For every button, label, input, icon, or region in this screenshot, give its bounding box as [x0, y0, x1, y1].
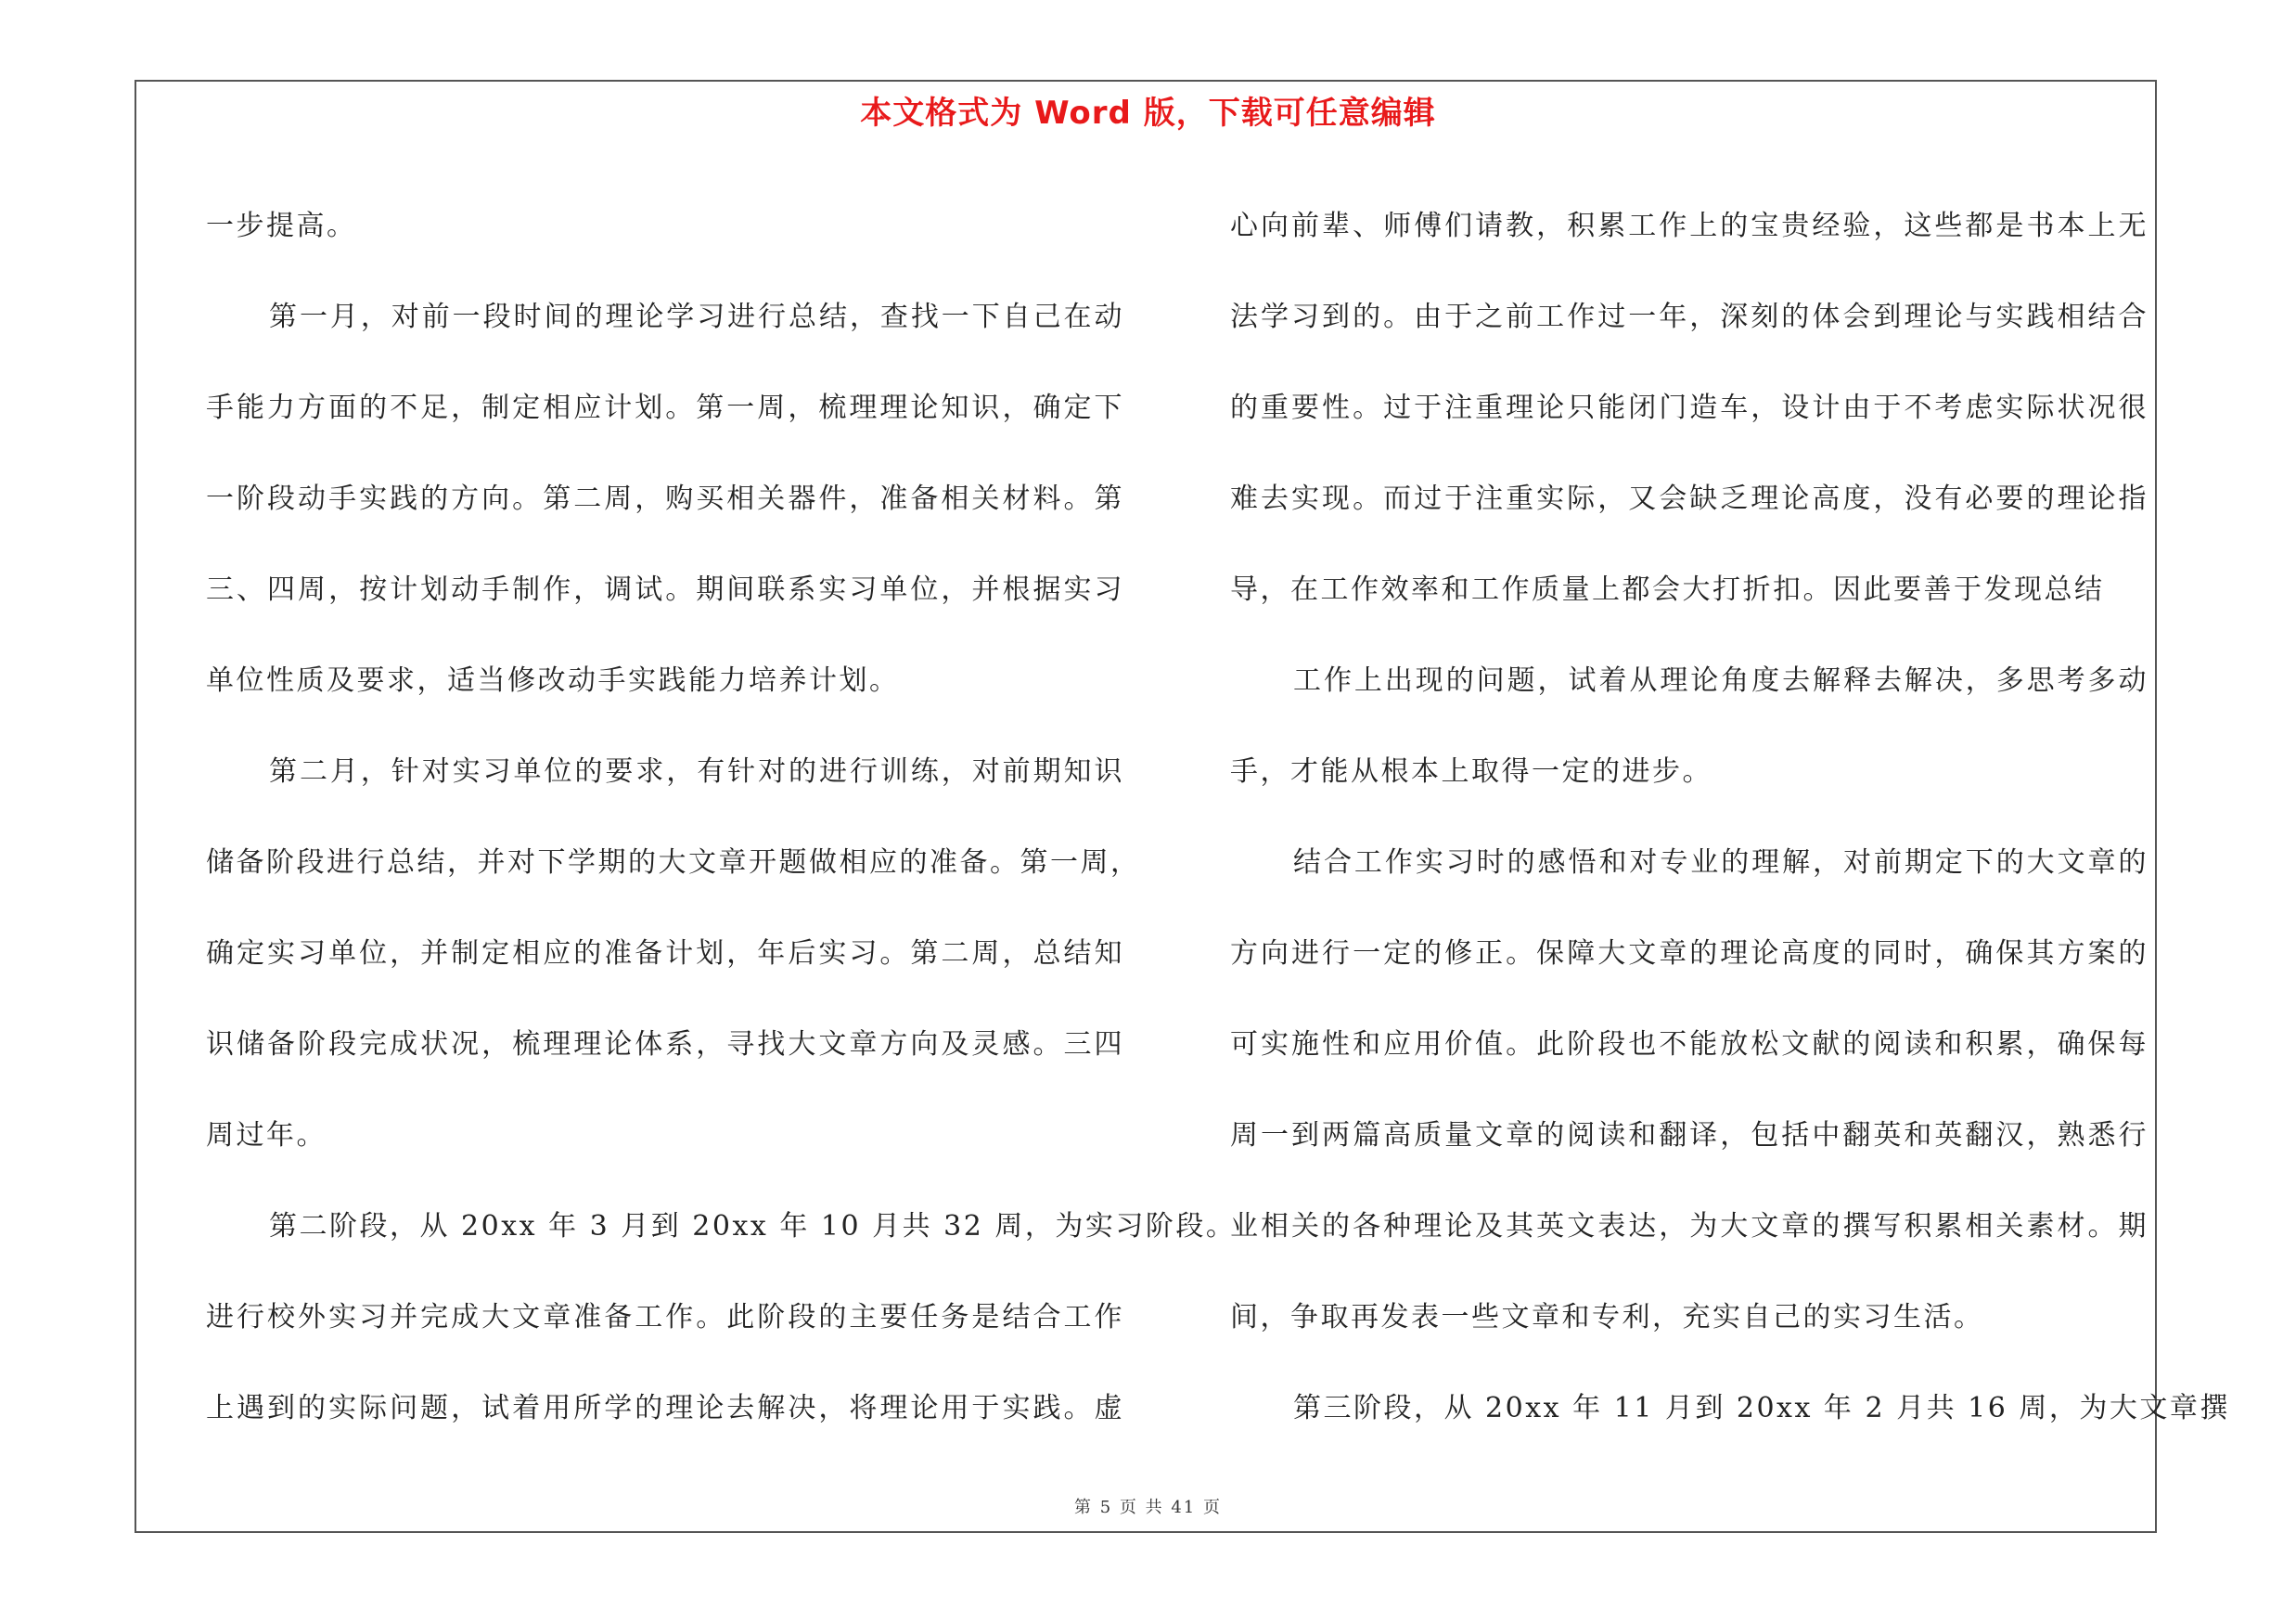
text-line: 三、四周，按计划动手制作，调试。期间联系实习单位，并根据实习 [206, 573, 1124, 606]
text-line: 手，才能从根本上取得一定的进步。 [1230, 755, 1712, 788]
text-line: 导，在工作效率和工作质量上都会大打折扣。因此要善于发现总结 [1230, 573, 2105, 606]
text-line: 储备阶段进行总结，并对下学期的大文章开题做相应的准备。第一周， [206, 846, 1141, 879]
text-line: 结合工作实习时的感悟和对专业的理解，对前期定下的大文章的 [1293, 846, 2148, 879]
text-line: 第三阶段，从 20xx 年 11 月到 20xx 年 2 月共 16 周，为大文章撰 [1293, 1392, 2230, 1424]
text-line: 间，争取再发表一些文章和专利，充实自己的实习生活。 [1230, 1301, 1984, 1333]
text-line: 难去实现。而过于注重实际，又会缺乏理论高度，没有必要的理论指 [1230, 483, 2148, 515]
text-line: 周过年。 [206, 1119, 327, 1152]
text-line: 可实施性和应用价值。此阶段也不能放松文献的阅读和积累，确保每 [1230, 1028, 2148, 1061]
text-line: 一阶段动手实践的方向。第二周，购买相关器件，准备相关材料。第 [206, 483, 1124, 515]
format-banner: 本文格式为 Word 版，下载可任意编辑 [860, 95, 1436, 132]
text-line: 确定实习单位，并制定相应的准备计划，年后实习。第二周，总结知 [206, 937, 1124, 970]
text-line: 工作上出现的问题，试着从理论角度去解释去解决，多思考多动 [1293, 664, 2148, 697]
text-line: 第二月，针对实习单位的要求，有针对的进行训练，对前期知识 [269, 755, 1124, 788]
text-line: 一步提高。 [206, 210, 357, 242]
text-line: 周一到两篇高质量文章的阅读和翻译，包括中翻英和英翻汉，熟悉行 [1230, 1119, 2148, 1152]
text-line: 单位性质及要求，适当修改动手实践能力培养计划。 [206, 664, 900, 697]
text-line: 第二阶段，从 20xx 年 3 月到 20xx 年 10 月共 32 周，为实习阶段。 [269, 1210, 1237, 1243]
text-line: 识储备阶段完成状况，梳理理论体系，寻找大文章方向及灵感。三四 [206, 1028, 1124, 1061]
text-line: 法学习到的。由于之前工作过一年，深刻的体会到理论与实践相结合 [1230, 301, 2148, 333]
right-text-column [1230, 181, 2230, 1454]
text-line: 第一月，对前一段时间的理论学习进行总结，查找一下自己在动 [269, 301, 1124, 333]
page-number-footer: 第 5 页 共 41 页 [1074, 1498, 1222, 1517]
text-line: 心向前辈、师傅们请教，积累工作上的宝贵经验，这些都是书本上无 [1230, 210, 2148, 242]
text-line: 进行校外实习并完成大文章准备工作。此阶段的主要任务是结合工作 [206, 1301, 1124, 1333]
text-line: 手能力方面的不足，制定相应计划。第一周，梳理理论知识，确定下 [206, 392, 1124, 424]
text-line: 的重要性。过于注重理论只能闭门造车，设计由于不考虑实际状况很 [1230, 392, 2148, 424]
text-line: 方向进行一定的修正。保障大文章的理论高度的同时，确保其方案的 [1230, 937, 2148, 970]
left-text-column [206, 181, 1237, 1454]
text-line: 业相关的各种理论及其英文表达，为大文章的撰写积累相关素材。期 [1230, 1210, 2148, 1243]
text-line: 上遇到的实际问题，试着用所学的理论去解决，将理论用于实践。虚 [206, 1392, 1124, 1424]
